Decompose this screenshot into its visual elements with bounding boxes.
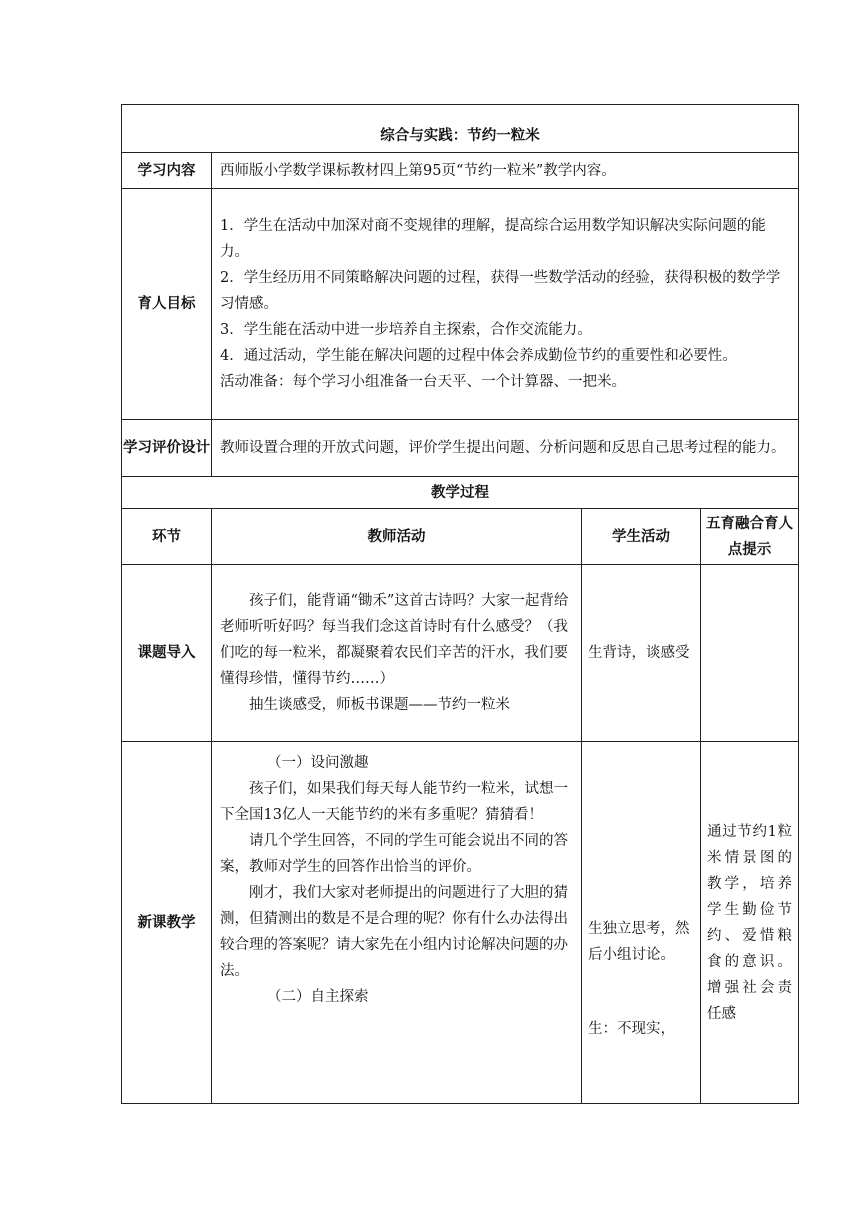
content-text: 西师版小学数学课标教材四上第95页“节约一粒米”教学内容。 bbox=[212, 153, 799, 189]
col-teacher: 教师活动 bbox=[212, 509, 582, 565]
goals-list bbox=[212, 189, 799, 420]
newlesson-student-para: 生：不现实， bbox=[588, 1021, 675, 1037]
page-title: 综合与实践：节约一粒米 bbox=[122, 105, 799, 153]
newlesson-teacher-para: 请几个学生回答，不同的学生可能会说出不同的答案，教师对学生的回答作出恰当的评价。 bbox=[220, 833, 568, 875]
eval-text: 教师设置合理的开放式问题，评价学生提出问题、分析问题和反思自己思考过程的能力。 bbox=[212, 420, 799, 477]
col-stage: 环节 bbox=[122, 509, 212, 565]
intro-stage: 课题导入 bbox=[122, 565, 212, 742]
intro-teacher-para: 抽生谈感受，师板书课题——节约一粒米 bbox=[249, 697, 510, 713]
goal-item: 2．学生经历用不同策略解决问题的过程，获得一些数学活动的经验，获得积极的数学学习情感。 bbox=[220, 270, 781, 312]
lesson-plan-table bbox=[121, 104, 799, 1104]
goals-label: 育人目标 bbox=[122, 189, 212, 420]
newlesson-teacher-para: （一）设问激趣 bbox=[267, 755, 369, 771]
goal-item: 3．学生能在活动中进一步培养自主探索，合作交流能力。 bbox=[220, 322, 592, 338]
newlesson-student-para: 生独立思考，然后小组讨论。 bbox=[588, 921, 690, 963]
eval-label: 学习评价设计 bbox=[122, 420, 212, 477]
intro-student: 生背诗，谈感受 bbox=[582, 565, 701, 742]
goal-item: 1．学生在活动中加深对商不变规律的理解，提高综合运用数学知识解决实际问题的能力。 bbox=[220, 218, 766, 260]
col-tip: 五育融合育人点提示 bbox=[701, 509, 799, 565]
process-heading-row bbox=[122, 477, 799, 509]
content-row bbox=[122, 153, 799, 189]
eval-row bbox=[122, 420, 799, 477]
goals-row bbox=[122, 189, 799, 420]
newlesson-student bbox=[582, 742, 701, 1104]
title-row bbox=[122, 105, 799, 153]
newlesson-stage: 新课教学 bbox=[122, 742, 212, 1104]
newlesson-teacher-para: （二）自主探索 bbox=[267, 989, 369, 1005]
newlesson-teacher-para: 孩子们，如果我们每天每人能节约一粒米，试想一下全国13亿人一天能节约的米有多重呢？猜猜看！ bbox=[220, 781, 568, 823]
newlesson-row bbox=[122, 742, 799, 1104]
newlesson-teacher-para: 刚才，我们大家对老师提出的问题进行了大胆的猜测，但猜测出的数是不是合理的呢？你有什么办法得出较合理的答案呢？请大家先在小组内讨论解决问题的办法。 bbox=[220, 885, 568, 979]
goal-item: 4．通过活动，学生能在解决问题的过程中体会养成勤俭节约的重要性和必要性。 bbox=[220, 348, 737, 364]
process-heading: 教学过程 bbox=[122, 477, 799, 509]
column-header-row bbox=[122, 509, 799, 565]
newlesson-teacher bbox=[212, 742, 582, 1104]
content-label: 学习内容 bbox=[122, 153, 212, 189]
intro-teacher bbox=[212, 565, 582, 742]
intro-teacher-para: 孩子们，能背诵“锄禾”这首古诗吗？大家一起背给老师听听好吗？每当我们念这首诗时有什么感受？（我们吃的每一粒米，都凝聚着农民们辛苦的汗水，我们要懂得珍惜，懂得节约……） bbox=[220, 593, 569, 687]
intro-row bbox=[122, 565, 799, 742]
activity-prep: 活动准备：每个学习小组准备一台天平、一个计算器、一把米。 bbox=[220, 374, 626, 390]
col-student: 学生活动 bbox=[582, 509, 701, 565]
intro-tip bbox=[701, 565, 799, 742]
student-spacer bbox=[588, 968, 694, 1016]
newlesson-tip: 通过节约1粒米情景图的教学，培养学生勤俭节约、爱惜粮食的意识。增强社会责任感 bbox=[701, 742, 799, 1104]
